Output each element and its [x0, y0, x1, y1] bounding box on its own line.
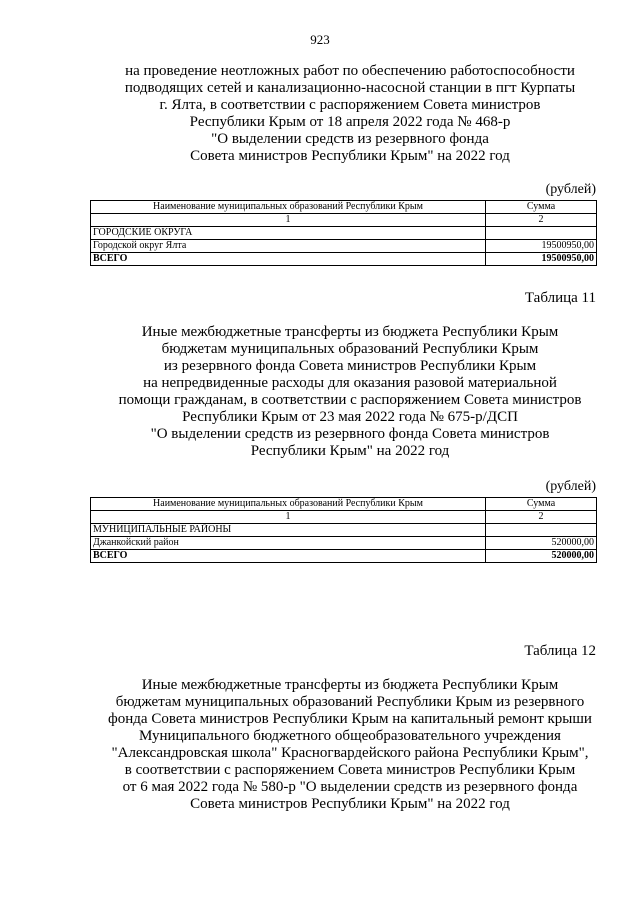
total-label: ВСЕГО — [91, 550, 486, 563]
empty-cell — [486, 227, 597, 240]
numbering-cell: 1 — [91, 511, 486, 524]
heading-line: Республики Крым от 23 мая 2022 года № 675-р/ДСП — [182, 409, 518, 425]
municipality-name: Джанкойский район — [91, 537, 486, 550]
amount-cell: 520000,00 — [486, 537, 597, 550]
group-cell: ГОРОДСКИЕ ОКРУГА — [91, 227, 486, 240]
page-number: 923 — [310, 32, 330, 47]
allocation-table — [90, 497, 597, 563]
heading-line: из резервного фонда Совета министров Республики Крым — [163, 358, 537, 374]
heading-line: фонда Совета министров Республики Крым на капитальный ремонт крыши — [108, 711, 592, 727]
section1-heading — [60, 63, 640, 165]
total-amount: 19500950,00 — [486, 253, 597, 266]
table-row — [91, 240, 597, 253]
heading-line: "О выделении средств из резервного фонда — [211, 131, 489, 147]
heading-line: помощи гражданам, в соответствии с распоряжением Совета министров — [118, 392, 582, 408]
table-header-row — [91, 201, 597, 214]
heading-line: подводящих сетей и канализационно-насосной станции в пгт Курпаты — [124, 80, 576, 96]
table-group-row — [91, 227, 597, 240]
heading-line: Иные межбюджетные трансферты из бюджета Республики Крым — [141, 324, 559, 340]
table-total-row — [91, 550, 597, 563]
heading-line: Совета министров Республики Крым" на 2022 год — [190, 796, 510, 812]
heading-line: Совета министров Республики Крым" на 2022 год — [190, 148, 510, 164]
table-total-row — [91, 253, 597, 266]
total-label: ВСЕГО — [91, 253, 486, 266]
unit-label: (рублей) — [545, 479, 596, 494]
table-numbering-row — [91, 214, 597, 227]
table-11-label: Таблица 11 — [524, 290, 596, 306]
heading-line: "О выделении средств из резервного фонда Совета министров — [150, 426, 550, 442]
unit-label: (рублей) — [545, 182, 596, 197]
header-cell: Сумма — [486, 201, 597, 214]
heading-line: г. Ялта, в соответствии с распоряжением Совета министров — [159, 97, 541, 113]
heading-line: на проведение неотложных работ по обеспечению работоспособности — [125, 63, 575, 79]
municipality-name: Городской округ Ялта — [91, 240, 486, 253]
amount-cell: 19500950,00 — [486, 240, 597, 253]
heading-line: Иные межбюджетные трансферты из бюджета Республики Крым — [141, 677, 559, 693]
numbering-cell: 2 — [486, 511, 597, 524]
heading-line: в соответствии с распоряжением Совета министров Республики Крым — [124, 762, 576, 778]
heading-line: на непредвиденные расходы для оказания разовой материальной — [143, 375, 557, 391]
header-cell: Наименование муниципальных образований Республики Крым — [91, 498, 486, 511]
table-11-heading — [60, 324, 640, 460]
heading-line: от 6 мая 2022 года № 580-р "О выделении средств из резервного фонда — [122, 779, 578, 795]
header-cell: Сумма — [486, 498, 597, 511]
heading-line: Республики Крым от 18 апреля 2022 года № 468-р — [189, 114, 511, 130]
table-12-label: Таблица 12 — [524, 643, 596, 659]
table-row — [91, 537, 597, 550]
empty-cell — [486, 524, 597, 537]
table-numbering-row — [91, 511, 597, 524]
numbering-cell: 2 — [486, 214, 597, 227]
table-12-heading — [60, 677, 640, 813]
heading-line: "Александровская школа" Красногвардейского района Республики Крым", — [111, 745, 589, 761]
group-cell: МУНИЦИПАЛЬНЫЕ РАЙОНЫ — [91, 524, 486, 537]
allocation-table — [90, 200, 597, 266]
numbering-cell: 1 — [91, 214, 486, 227]
total-amount: 520000,00 — [486, 550, 597, 563]
heading-line: бюджетам муниципальных образований Республики Крым из резервного — [115, 694, 585, 710]
table-header-row — [91, 498, 597, 511]
heading-line: Муниципального бюджетного общеобразовательного учреждения — [139, 728, 561, 744]
header-cell: Наименование муниципальных образований Республики Крым — [91, 201, 486, 214]
table-group-row — [91, 524, 597, 537]
heading-line: Республики Крым" на 2022 год — [250, 443, 450, 459]
heading-line: бюджетам муниципальных образований Республики Крым — [161, 341, 539, 357]
